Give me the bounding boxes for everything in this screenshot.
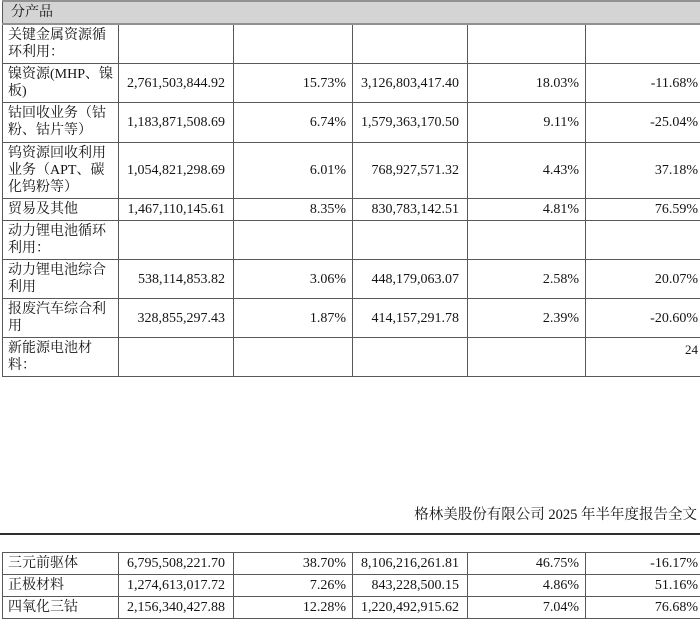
value-cell: 448,179,063.07 bbox=[353, 260, 468, 299]
value-cell: 12.28% bbox=[234, 597, 353, 619]
table-row bbox=[3, 220, 700, 259]
value-cell: 414,157,291.78 bbox=[353, 299, 468, 338]
value-cell: 2.58% bbox=[468, 260, 586, 299]
battery-materials-revenue-table bbox=[2, 552, 700, 619]
product-name-cell: 钴回收业务（钴粉、钴片等） bbox=[3, 103, 119, 142]
value-cell bbox=[468, 220, 586, 259]
value-cell bbox=[234, 24, 353, 64]
table-row bbox=[3, 142, 700, 198]
table-row bbox=[3, 260, 700, 299]
value-cell bbox=[353, 24, 468, 64]
table-row bbox=[3, 299, 700, 338]
value-cell: 830,783,142.51 bbox=[353, 198, 468, 220]
table-row bbox=[3, 64, 700, 103]
value-cell: 2.39% bbox=[468, 299, 586, 338]
table-row bbox=[3, 553, 700, 575]
value-cell: 1,467,110,145.61 bbox=[119, 198, 234, 220]
by-product-revenue-table bbox=[2, 0, 700, 377]
value-cell bbox=[119, 220, 234, 259]
value-cell: 3.06% bbox=[234, 260, 353, 299]
product-name-cell: 报废汽车综合利用 bbox=[3, 299, 119, 338]
section-header-row bbox=[3, 1, 700, 24]
value-cell: 2,761,503,844.92 bbox=[119, 64, 234, 103]
value-cell: 3,126,803,417.40 bbox=[353, 64, 468, 103]
product-name-cell: 钨资源回收利用业务（APT、碳化钨粉等） bbox=[3, 142, 119, 198]
value-cell: -16.17% bbox=[586, 553, 700, 575]
value-cell: 76.59% bbox=[586, 198, 700, 220]
value-cell: 9.11% bbox=[468, 103, 586, 142]
value-cell bbox=[586, 338, 700, 377]
product-name-cell: 关键金属资源循环利用： bbox=[3, 24, 119, 64]
value-cell: 20.07% bbox=[586, 260, 700, 299]
value-cell: 46.75% bbox=[468, 553, 586, 575]
value-cell bbox=[353, 338, 468, 377]
value-cell: 4.81% bbox=[468, 198, 586, 220]
table-row bbox=[3, 597, 700, 619]
value-cell bbox=[353, 220, 468, 259]
value-cell: 1,579,363,170.50 bbox=[353, 103, 468, 142]
value-cell: 768,927,571.32 bbox=[353, 142, 468, 198]
product-name-cell: 正极材料 bbox=[3, 575, 119, 597]
value-cell: 1,183,871,508.69 bbox=[119, 103, 234, 142]
value-cell: 6.01% bbox=[234, 142, 353, 198]
value-cell bbox=[586, 24, 700, 64]
value-cell: 1.87% bbox=[234, 299, 353, 338]
value-cell: 1,274,613,017.72 bbox=[119, 575, 234, 597]
product-name-cell: 三元前驱体 bbox=[3, 553, 119, 575]
value-cell: 1,054,821,298.69 bbox=[119, 142, 234, 198]
value-cell: 4.86% bbox=[468, 575, 586, 597]
value-cell: 538,114,853.82 bbox=[119, 260, 234, 299]
value-cell: 8.35% bbox=[234, 198, 353, 220]
value-cell: 1,220,492,915.62 bbox=[353, 597, 468, 619]
value-cell bbox=[586, 220, 700, 259]
value-cell bbox=[234, 220, 353, 259]
value-cell: 15.73% bbox=[234, 64, 353, 103]
value-cell: 843,228,500.15 bbox=[353, 575, 468, 597]
value-cell bbox=[119, 24, 234, 64]
report-title-header: 格林美股份有限公司 2025 年半年度报告全文 bbox=[0, 503, 697, 524]
value-cell: 7.04% bbox=[468, 597, 586, 619]
value-cell: 7.26% bbox=[234, 575, 353, 597]
value-cell: 2,156,340,427.88 bbox=[119, 597, 234, 619]
value-cell: 8,106,216,261.81 bbox=[353, 553, 468, 575]
product-name-cell: 新能源电池材料： bbox=[3, 338, 119, 377]
value-cell: 18.03% bbox=[468, 64, 586, 103]
value-cell: 6,795,508,221.70 bbox=[119, 553, 234, 575]
value-cell: -11.68% bbox=[586, 64, 700, 103]
table-row bbox=[3, 575, 700, 597]
table-row bbox=[3, 198, 700, 220]
value-cell: 4.43% bbox=[468, 142, 586, 198]
table-row bbox=[3, 24, 700, 64]
value-cell: 37.18% bbox=[586, 142, 700, 198]
section-header: 分产品 bbox=[3, 1, 700, 24]
value-cell: -20.60% bbox=[586, 299, 700, 338]
table-row bbox=[3, 103, 700, 142]
value-cell bbox=[468, 24, 586, 64]
page-number: 24 bbox=[685, 343, 698, 357]
value-cell: 38.70% bbox=[234, 553, 353, 575]
value-cell: 51.16% bbox=[586, 575, 700, 597]
value-cell bbox=[468, 338, 586, 377]
value-cell: 76.68% bbox=[586, 597, 700, 619]
product-name-cell: 动力锂电池循环利用： bbox=[3, 220, 119, 259]
product-name-cell: 贸易及其他 bbox=[3, 198, 119, 220]
product-name-cell: 动力锂电池综合利用 bbox=[3, 260, 119, 299]
table-row bbox=[3, 338, 700, 377]
header-rule bbox=[0, 533, 700, 535]
value-cell: 328,855,297.43 bbox=[119, 299, 234, 338]
product-name-cell: 镍资源(MHP、镍板) bbox=[3, 64, 119, 103]
value-cell bbox=[234, 338, 353, 377]
product-name-cell: 四氧化三钴 bbox=[3, 597, 119, 619]
value-cell: 6.74% bbox=[234, 103, 353, 142]
value-cell bbox=[119, 338, 234, 377]
value-cell: -25.04% bbox=[586, 103, 700, 142]
